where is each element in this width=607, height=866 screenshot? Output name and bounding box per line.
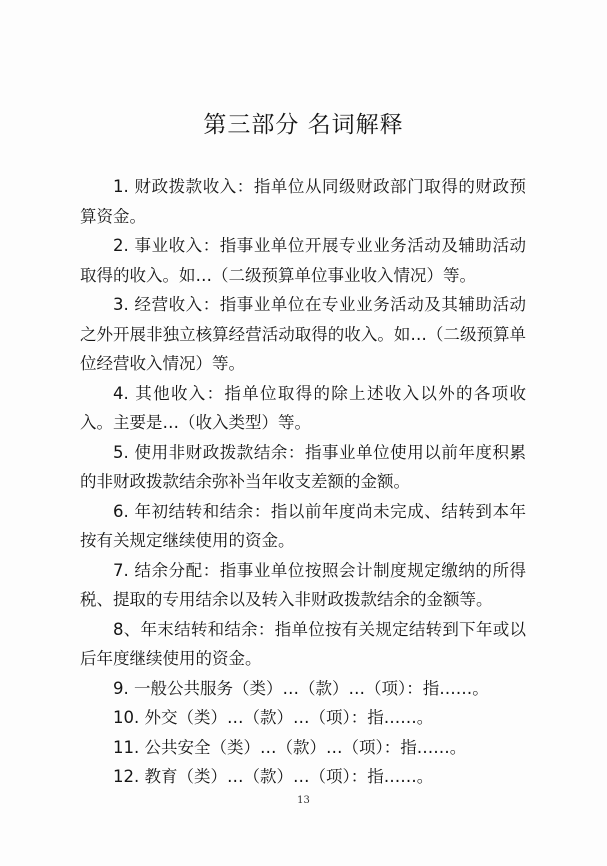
definition-item-8: 8、年末结转和结余：指单位按有关规定结转到下年或以后年度继续使用的资金。	[80, 619, 526, 668]
definition-item-6: 6. 年初结转和结余：指以前年度尚未完成、结转到本年按有关规定继续使用的资金。	[80, 501, 526, 550]
definition-item-5: 5. 使用非财政拨款结余：指事业单位使用以前年度积累的非财政拨款结余弥补当年收支差额的金额。	[80, 442, 526, 491]
definition-item-10: 10. 外交（类）…（款）…（项）：指……。	[113, 708, 434, 727]
definition-item-1: 1. 财政拨款收入：指单位从同级财政部门取得的财政预算资金。	[80, 177, 526, 226]
definition-item-12: 12. 教育（类）…（款）…（项）：指……。	[113, 767, 434, 786]
definition-item-3: 3. 经营收入：指事业单位在专业业务活动及其辅助活动之外开展非独立核算经营活动取得的收入。如…（二级预算单位经营收入情况）等。	[80, 295, 526, 373]
page-number: 13	[297, 795, 310, 806]
definitions-list	[80, 172, 526, 792]
definition-item-9: 9. 一般公共服务（类）…（款）…（项）：指……。	[113, 678, 489, 698]
definition-item-7: 7. 结余分配：指事业单位按照会计制度规定缴纳的所得税、提取的专用结余以及转入非财政拨款结余的金额等。	[80, 560, 526, 609]
definition-item-11: 11. 公共安全（类）…（款）…（项）：指……。	[113, 737, 467, 757]
definition-item-4: 4. 其他收入：指单位取得的除上述收入以外的各项收入。主要是…（收入类型）等。	[80, 383, 526, 432]
definition-item-2: 2. 事业收入：指事业单位开展专业业务活动及辅助活动取得的收入。如…（二级预算单位事业收入情况）等。	[80, 236, 526, 285]
page-title: 第三部分 名词解释	[203, 112, 404, 138]
